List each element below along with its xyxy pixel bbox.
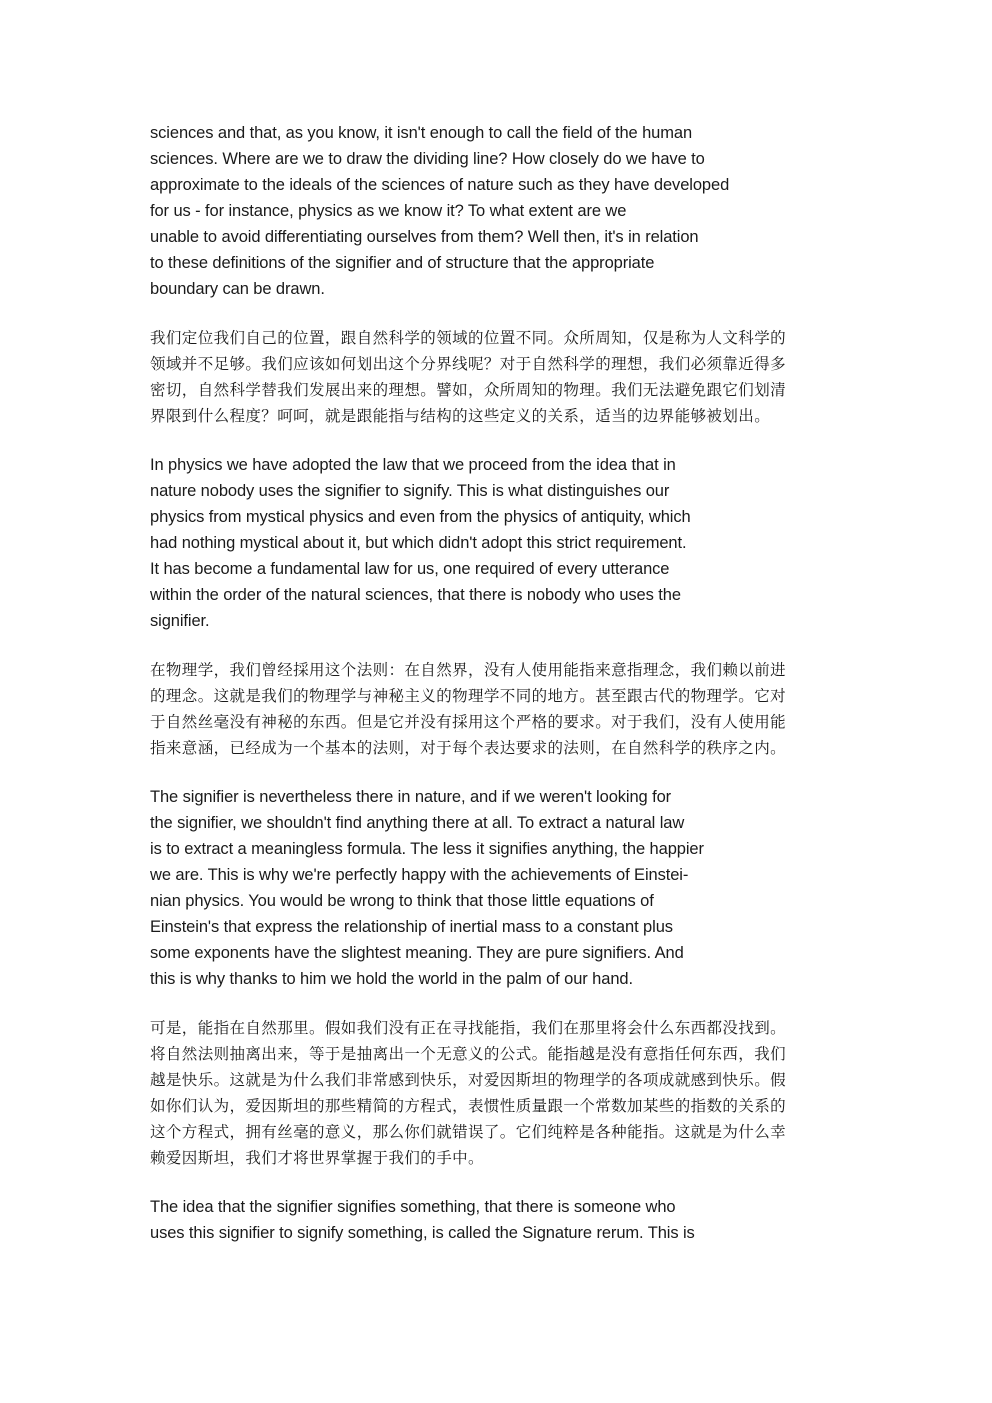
text-line: 我们定位我们自己的位置，跟自然科学的领域的位置不同。众所周知，仅是称为人文科学的 — [150, 329, 787, 347]
text-line: had nothing mystical about it, but which didn't adopt this strict requirement. — [150, 534, 687, 552]
text-line: It has become a fundamental law for us, one required of every utterance — [150, 560, 670, 578]
text-line: 在物理学，我们曾经採用这个法则：在自然界，没有人使用能指来意指理念，我们赖以前进 — [150, 661, 787, 679]
text-line: physics from mystical physics and even from the physics of antiquity, which — [150, 508, 691, 526]
text-line: The signifier is nevertheless there in nature, and if we weren't looking for — [150, 788, 672, 806]
paragraph-english-4 — [150, 1194, 850, 1246]
paragraph-english-2 — [150, 452, 850, 634]
text-line: sciences and that, as you know, it isn't enough to call the field of the human — [150, 124, 693, 142]
text-line: nian physics. You would be wrong to think that those little equations of — [150, 892, 654, 910]
text-line: we are. This is why we're perfectly happy with the achievements of Einstei- — [150, 866, 689, 884]
paragraph-english-1 — [150, 120, 850, 302]
text-line: uses this signifier to signify something, is called the Signature rerum. This is — [150, 1224, 695, 1242]
text-line: approximate to the ideals of the sciences of nature such as they have developed — [150, 176, 730, 194]
text-line: In physics we have adopted the law that we proceed from the idea that in — [150, 456, 676, 474]
text-line: 的理念。这就是我们的物理学与神秘主义的物理学不同的地方。甚至跟古代的物理学。它对 — [150, 687, 787, 705]
text-line: 越是快乐。这就是为什么我们非常感到快乐，对爱因斯坦的物理学的各项成就感到快乐。假 — [150, 1071, 787, 1089]
text-line: signifier. — [150, 612, 210, 630]
text-line: 将自然法则抽离出来，等于是抽离出一个无意义的公式。能指越是没有意指任何东西，我们 — [150, 1045, 787, 1063]
text-line: this is why thanks to him we hold the world in the palm of our hand. — [150, 970, 633, 988]
text-line: 这个方程式，拥有丝毫的意义，那么你们就错误了。它们纯粹是各种能指。这就是为什么幸 — [150, 1123, 787, 1141]
text-line: 如你们认为，爱因斯坦的那些精简的方程式，表惯性质量跟一个常数加某些的指数的关系的 — [150, 1097, 787, 1115]
paragraph-english-3 — [150, 784, 850, 992]
text-line: 可是，能指在自然那里。假如我们没有正在寻找能指，我们在那里将会什么东西都没找到。 — [150, 1019, 787, 1037]
text-line: 密切，自然科学替我们发展出来的理想。譬如，众所周知的物理。我们无法避免跟它们划清 — [150, 381, 787, 399]
text-line: 领域并不足够。我们应该如何划出这个分界线呢？对于自然科学的理想，我们必须靠近得多 — [150, 355, 787, 373]
text-line: 于自然丝毫没有神秘的东西。但是它并没有採用这个严格的要求。对于我们，没有人使用能 — [150, 713, 787, 731]
text-line: to these definitions of the signifier and of structure that the appropriate — [150, 254, 655, 272]
text-line: unable to avoid differentiating ourselves from them? Well then, it's in relation — [150, 228, 699, 246]
paragraph-chinese-2 — [150, 657, 850, 761]
text-line: sciences. Where are we to draw the dividing line? How closely do we have to — [150, 150, 705, 168]
text-line: The idea that the signifier signifies something, that there is someone who — [150, 1198, 676, 1216]
text-line: some exponents have the slightest meaning. They are pure signifiers. And — [150, 944, 684, 962]
text-line: 指来意涵，已经成为一个基本的法则，对于每个表达要求的法则，在自然科学的秩序之内。 — [150, 739, 787, 757]
text-line: nature nobody uses the signifier to signify. This is what distinguishes our — [150, 482, 670, 500]
text-line: boundary can be drawn. — [150, 280, 325, 298]
paragraph-chinese-3 — [150, 1015, 850, 1171]
text-line: within the order of the natural sciences, that there is nobody who uses the — [150, 586, 681, 604]
text-line: the signifier, we shouldn't find anything there at all. To extract a natural law — [150, 814, 685, 832]
text-line: for us - for instance, physics as we know it? To what extent are we — [150, 202, 627, 220]
document-page — [150, 120, 850, 1246]
text-line: Einstein's that express the relationship of inertial mass to a constant plus — [150, 918, 673, 936]
text-line: is to extract a meaningless formula. The less it signifies anything, the happier — [150, 840, 704, 858]
text-line: 赖爱因斯坦，我们才将世界掌握于我们的手中。 — [150, 1149, 484, 1167]
paragraph-chinese-1 — [150, 325, 850, 429]
text-line: 界限到什么程度？呵呵，就是跟能指与结构的这些定义的关系，适当的边界能够被划出。 — [150, 407, 771, 425]
